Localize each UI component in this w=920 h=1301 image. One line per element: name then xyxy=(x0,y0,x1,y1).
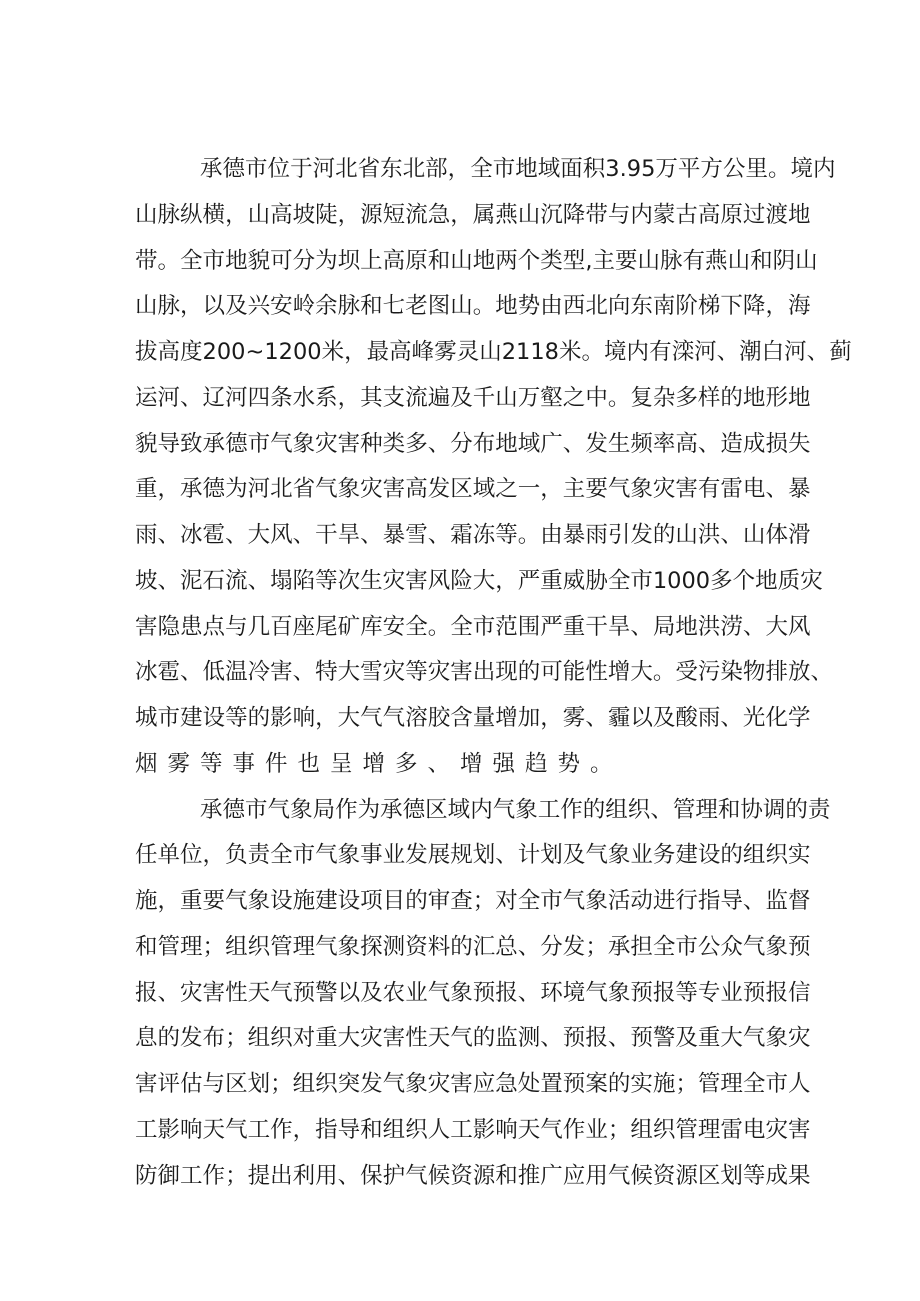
text-line: 雨 、 冰 雹 、 大 风 、 干 旱 、 暴 雪 、 霜 冻 等 。 由 暴 雨 引 发 的 山 洪 、 山 体 滑 xyxy=(135,522,811,548)
text-line: 拔 高 度 200~1200 米 ， 最 高 峰 雾 灵 山 2118 米 。 境 内 有 滦 河 、 潮 白 河 、 蓟 xyxy=(135,339,852,365)
paragraph-geography xyxy=(135,147,852,788)
text-line: 报 、 灾 害 性 天 气 预 警 以 及 农 业 气 象 预 报 、 环 境 气 象 预 报 等 专 业 预 报 信 xyxy=(135,979,811,1006)
text-line: 任 单 位 ， 负 责 全 市 气 象 事 业 发 展 规 划 、 计 划 及 气 象 业 务 建 设 的 组 织 实 xyxy=(135,842,811,869)
document-page xyxy=(135,147,852,1199)
text-line: 施 ， 重 要 气 象 设 施 建 设 项 目 的 审 查 ； 对 全 市 气 象 活 动 进 行 指 导 、 监 督 xyxy=(135,888,811,914)
text-line: 和 管 理 ； 组 织 管 理 气 象 探 测 资 料 的 汇 总 、 分 发 ； 承 担 全 市 公 众 气 象 预 xyxy=(135,933,811,960)
text-line: 害 隐 患 点 与 几 百 座 尾 矿 库 安 全 。 全 市 范 围 严 重 干 旱 、 局 地 洪 涝 、 大 风 xyxy=(135,613,811,640)
text-line: 烟雾等事件也呈增多、增强趋势。 xyxy=(135,750,623,777)
text-line: 坡 、 泥 石 流 、 塌 陷 等 次 生 灾 害 风 险 大 ， 严 重 威 胁 全 市 1000 多 个 地 质 灾 xyxy=(135,567,823,594)
text-line: 重 ， 承 德 为 河 北 省 气 象 灾 害 高 发 区 域 之 一 ， 主 要 气 象 灾 害 有 雷 电 、 暴 xyxy=(135,476,811,503)
text-line: 运 河 、 辽 河 四 条 水 系 ， 其 支 流 遍 及 千 山 万 壑 之 中 。 复 杂 多 样 的 地 形 地 xyxy=(135,384,811,411)
text-line: 息 的 发 布 ； 组 织 对 重 大 灾 害 性 天 气 的 监 测 、 预 报 、 预 警 及 重 大 气 象 灾 xyxy=(135,1025,811,1052)
text-line: 害 评 估 与 区 划 ； 组 织 突 发 气 象 灾 害 应 急 处 置 预 案 的 实 施 ； 管 理 全 市 人 xyxy=(135,1071,811,1097)
text-line: 带 。 全 市 地 貌 可 分 为 坝 上 高 原 和 山 地 两 个 类 型 , 主 要 山 脉 有 燕 山 和 阴 山 xyxy=(135,247,818,274)
text-line: 承 德 市 气 象 局 作 为 承 德 区 域 内 气 象 工 作 的 组 织 、 管 理 和 协 调 的 责 xyxy=(200,796,831,823)
text-line: 城 市 建 设 等 的 影 响 ， 大 气 气 溶 胶 含 量 增 加 ， 雾 、 霾 以 及 酸 雨 、 光 化 学 xyxy=(135,705,811,731)
text-line: 山 脉 纵 横 ， 山 高 坡 陡 ， 源 短 流 急 ， 属 燕 山 沉 降 带 与 内 蒙 古 高 原 过 渡 地 xyxy=(135,201,811,228)
text-line: 山 脉 ， 以 及 兴 安 岭 余 脉 和 七 老 图 山 。 地 势 由 西 北 向 东 南 阶 梯 下 降 ， 海 xyxy=(135,293,811,320)
text-line: 工 影 响 天 气 工 作 ， 指 导 和 组 织 人 工 影 响 天 气 作 业 ； 组 织 管 理 雷 电 灾 害 xyxy=(135,1116,811,1143)
text-line: 防 御 工 作 ； 提 出 利 用 、 保 护 气 候 资 源 和 推 广 应 用 气 候 资 源 区 划 等 成 果 xyxy=(135,1162,811,1189)
paragraph-bureau-duties xyxy=(135,788,831,1200)
text-line: 冰 雹 、 低 温 冷 害 、 特 大 雪 灾 等 灾 害 出 现 的 可 能 性 增 大 。 受 污 染 物 排 放 、 xyxy=(135,659,833,686)
text-line: 貌 导 致 承 德 市 气 象 灾 害 种 类 多 、 分 布 地 域 广 、 发 生 频 率 高 、 造 成 损 失 xyxy=(135,430,811,457)
text-line: 承 德 市 位 于 河 北 省 东 北 部 ， 全 市 地 域 面 积 3.95 万 平 方 公 里 。 境 内 xyxy=(200,156,836,182)
